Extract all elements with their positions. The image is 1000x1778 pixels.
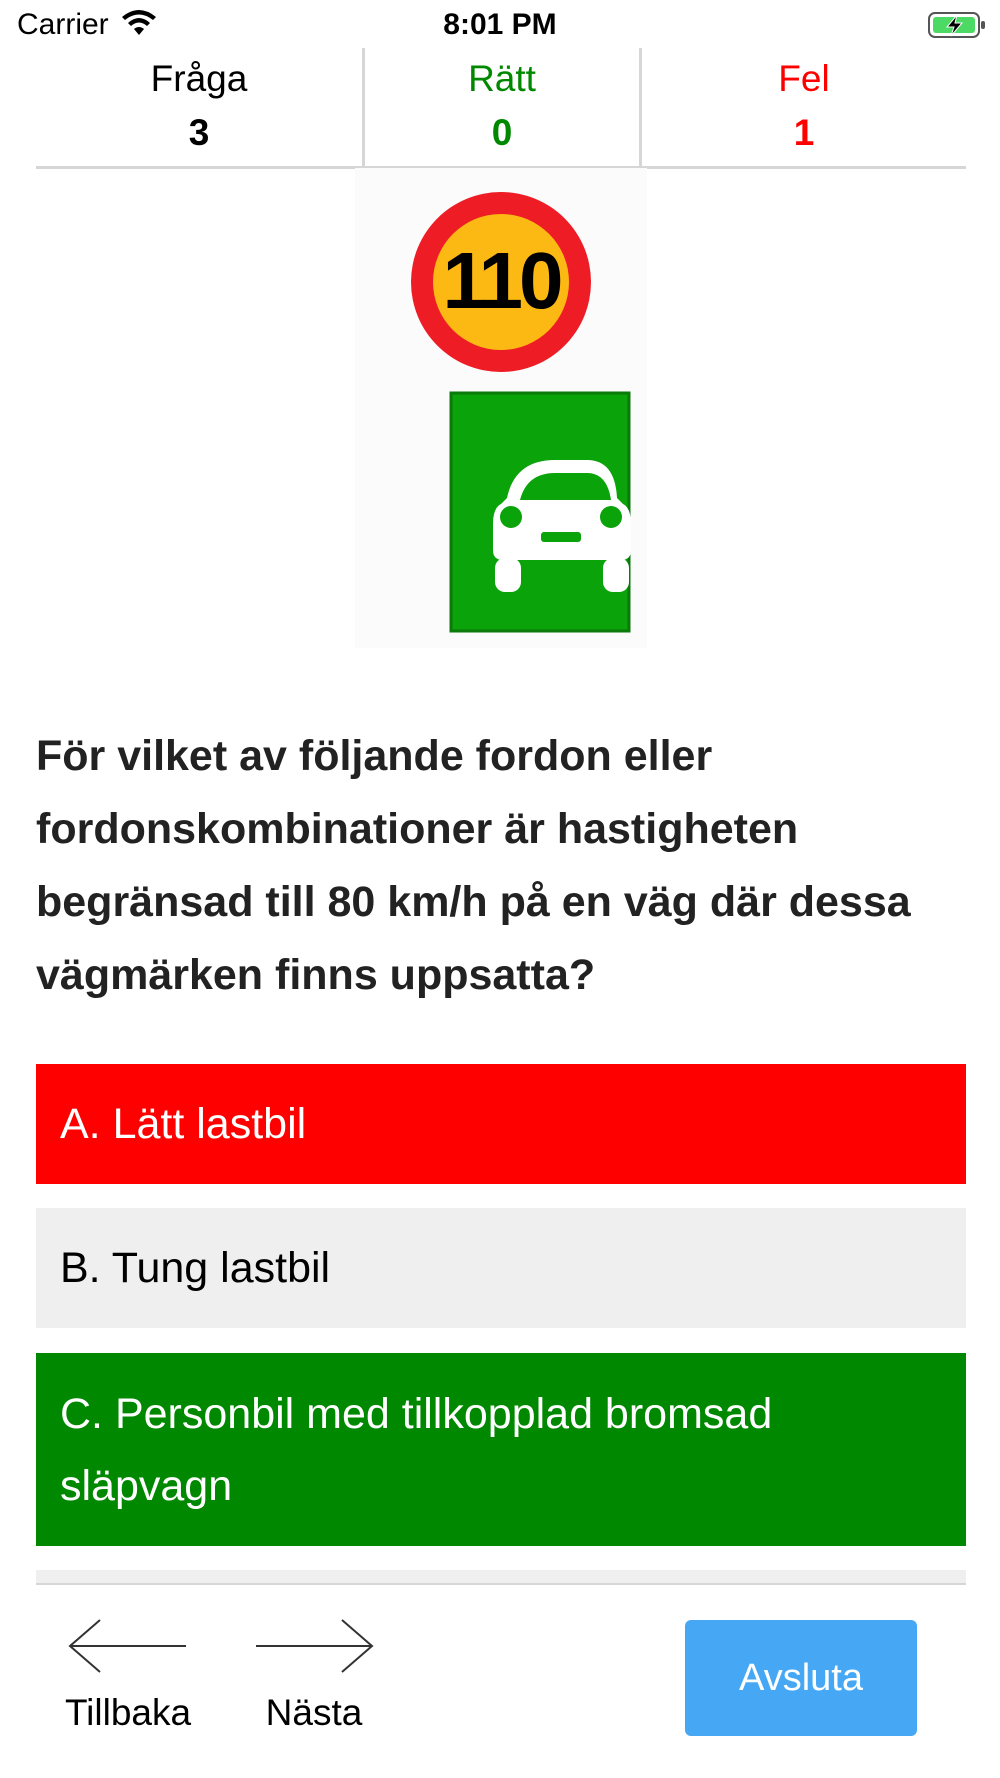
- speed-limit-value: 110: [442, 236, 560, 325]
- carrier-label: Carrier: [17, 8, 109, 41]
- battery-charging-icon: [928, 11, 988, 44]
- wrong-counter-value: 1: [793, 112, 815, 153]
- finish-button-label: Avsluta: [739, 1656, 863, 1699]
- speed-limit-sign-icon: [411, 192, 591, 372]
- wrong-counter: [642, 48, 966, 166]
- answer-option-b[interactable]: [36, 1208, 966, 1328]
- bottom-divider: [36, 1583, 966, 1585]
- question-counter-value: 3: [188, 112, 210, 153]
- score-header: [36, 48, 966, 169]
- question-counter-label: Fråga: [150, 58, 248, 99]
- motorway-car-sign-icon: [451, 393, 631, 631]
- answer-option-c-label: C. Personbil med tillkopplad bromsad släpvagn: [60, 1389, 773, 1510]
- next-button[interactable]: [239, 1618, 389, 1768]
- answer-option-a-label: A. Lätt lastbil: [60, 1100, 307, 1148]
- question-counter: [36, 48, 365, 166]
- question-text: För vilket av följande fordon eller fordonskombinationer är hastigheten begränsad till 80 km/h på en väg där dessa vägmärken finns uppsatta?: [36, 732, 911, 999]
- arrow-right-icon: [252, 1618, 376, 1674]
- status-time: 8:01 PM: [443, 8, 557, 41]
- arrow-left-icon: [66, 1618, 190, 1674]
- status-bar: [0, 0, 1000, 50]
- answer-option-a[interactable]: [36, 1064, 966, 1184]
- answer-option-d-partial[interactable]: [36, 1570, 966, 1584]
- next-button-label: Nästa: [265, 1692, 363, 1733]
- question-image: [355, 168, 647, 648]
- correct-counter-value: 0: [491, 112, 513, 153]
- correct-counter-label: Rätt: [468, 58, 536, 99]
- answer-option-c[interactable]: [36, 1353, 966, 1546]
- finish-button[interactable]: [685, 1620, 917, 1736]
- back-button-label: Tillbaka: [64, 1692, 192, 1733]
- correct-counter: [365, 48, 642, 166]
- answer-option-b-label: B. Tung lastbil: [60, 1244, 331, 1292]
- wrong-counter-label: Fel: [778, 58, 830, 99]
- back-button[interactable]: [53, 1618, 203, 1768]
